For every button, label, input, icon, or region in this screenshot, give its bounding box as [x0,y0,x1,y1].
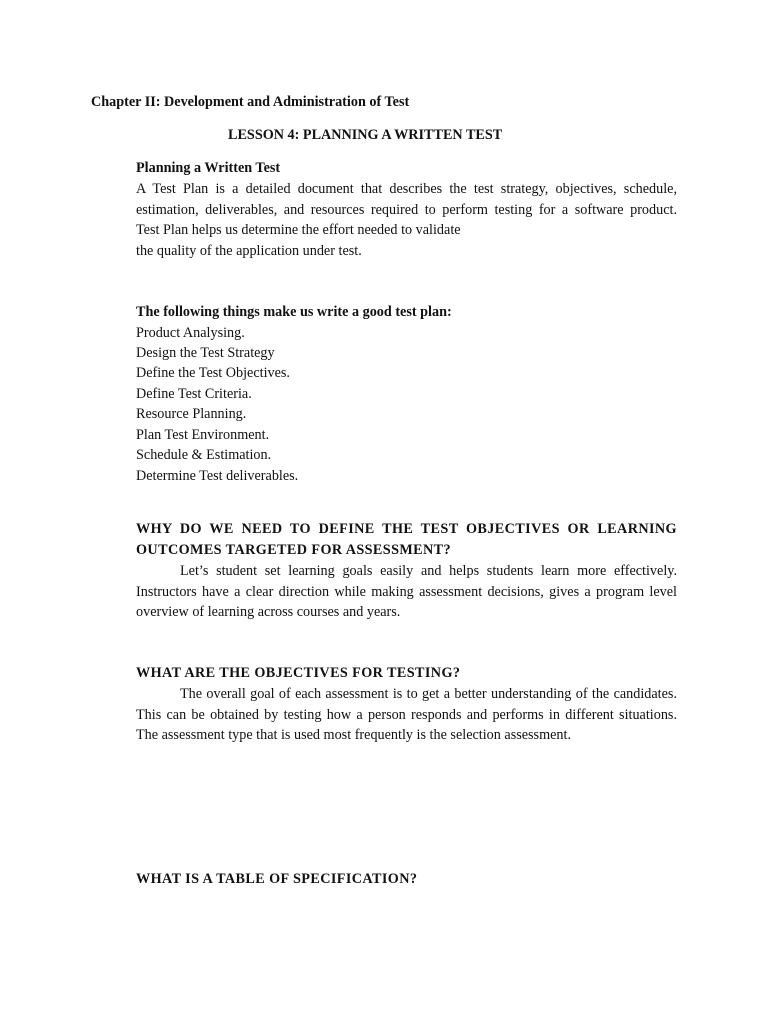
lesson-title: LESSON 4: PLANNING A WRITTEN TEST [228,127,503,143]
section1-line-3: Test Plan helps us determine the effort needed to validate [136,222,461,238]
section1-line-2: estimation, deliverables, and resources required to perform testing for a software product. [136,202,677,218]
section-heading-objectives-testing: WHAT ARE THE OBJECTIVES FOR TESTING? [136,665,461,681]
list-item: Resource Planning. [136,406,247,422]
section-heading-planning: Planning a Written Test [136,160,281,176]
list-item: Design the Test Strategy [136,345,275,361]
section-heading-why-define-line-2: OUTCOMES TARGETED FOR ASSESSMENT? [136,542,452,558]
section-heading-good-test-plan: The following things make us write a good test plan: [136,304,452,320]
list-item: Schedule & Estimation. [136,447,272,463]
chapter-title: Chapter II: Development and Administration of Test [91,94,410,110]
section4-paragraph: The overall goal of each assessment is to get a better understanding of the candidates. This can be obtained by testing how a person responds and performs in different situations. The assessment type that is used most frequently is the selection assessment. [136,686,677,743]
list-item: Define the Test Objectives. [136,365,290,381]
section1-line-1: A Test Plan is a detailed document that describes the test strategy, objectives, schedule, [136,181,677,197]
list-item: Determine Test deliverables. [136,468,299,484]
list-item: Define Test Criteria. [136,386,252,402]
list-item: Product Analysing. [136,325,245,341]
section-heading-table-of-specification: WHAT IS A TABLE OF SPECIFICATION? [136,871,418,887]
list-item: Plan Test Environment. [136,427,270,443]
section-heading-why-define-line-1: WHY DO WE NEED TO DEFINE THE TEST OBJECTIVES OR LEARNING [136,521,677,537]
section3-paragraph: Let’s student set learning goals easily and helps students learn more effectively. Instructors have a clear direction while making assessment decisions, gives a program level overview of learning across courses and years. [136,563,677,620]
section1-line-4: the quality of the application under test. [136,243,362,259]
